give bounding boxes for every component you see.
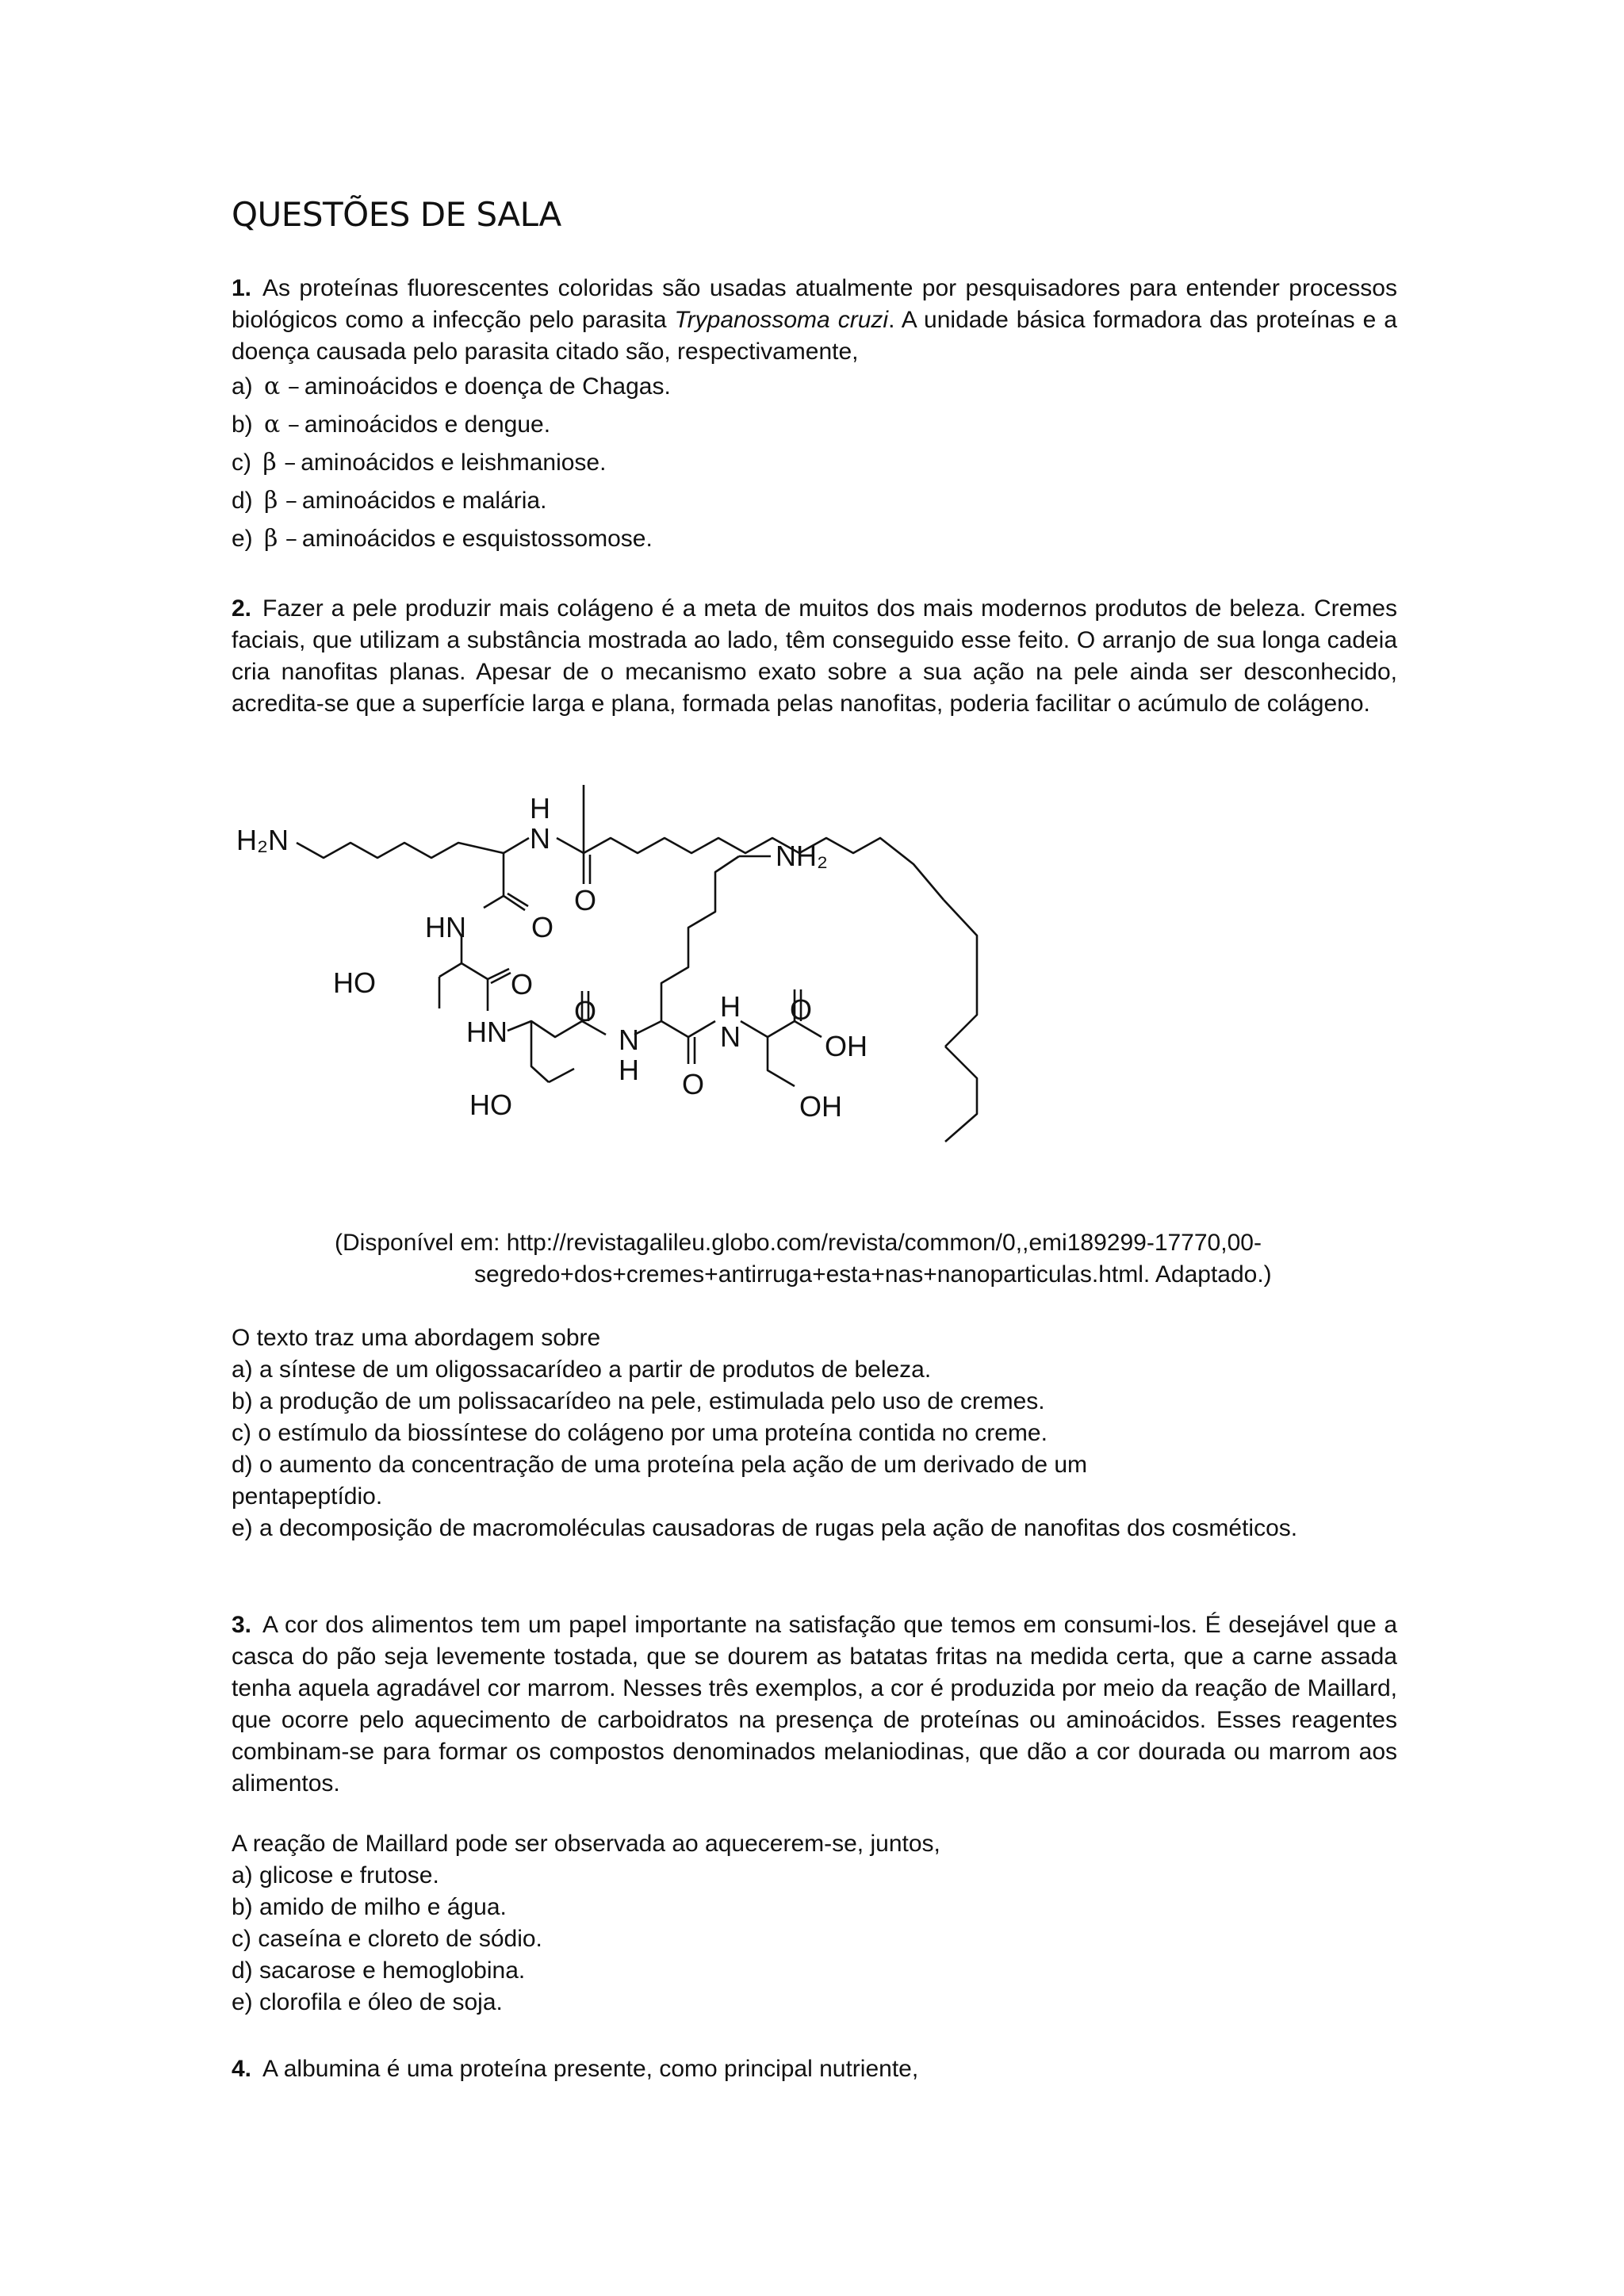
greek-symbol: β – [264,525,297,553]
question-1 [232,273,1397,558]
option-d[interactable] [232,482,1397,520]
option-e[interactable] [232,520,1397,558]
source-line: (Disponível em: http://revistagalileu.globo.com/revista/common/0,,emi189299-17770,00- [335,1230,1262,1256]
stem-text: A albumina é uma proteína presente, como principal nutriente, [262,2056,919,2082]
question-number: 3. [232,1612,252,1638]
stem-text: . A unidade básica formadora das proteínas e a doença causada pelo parasita citado são, respectivamente, [232,307,1397,365]
option-letter: e) [232,526,253,552]
bond [504,838,529,853]
bond [945,1047,977,1142]
question-4-stem [232,2053,1397,2085]
option-a[interactable]: a) a síntese de um oligossacarídeo a partir de produtos de beleza. [232,1357,932,1383]
bond [484,896,504,908]
option-b[interactable]: b) amido de milho e água. [232,1894,507,1920]
option-text: aminoácidos e malária. [301,488,547,514]
question-2-options [232,1354,1397,1544]
atom-label: NH₂ [776,840,828,872]
option-b[interactable] [232,406,1397,444]
option-letter: b) [232,411,253,438]
question-1-stem [232,273,1397,368]
atom-label: HN [425,911,466,943]
bond [768,1037,795,1086]
option-text: aminoácidos e esquistossomose. [301,526,653,552]
greek-symbol: β – [264,487,297,515]
question-2-stem [232,593,1397,720]
question-3 [232,1609,1397,1800]
atom-label: HN [466,1016,508,1048]
atom-label: H [619,1054,639,1086]
atom-label: HO [333,966,376,999]
atom-label: H₂N [236,824,289,856]
option-letter: d) [232,488,253,514]
page-title: QUESTÕES DE SALA [232,195,561,234]
bond [508,1021,582,1037]
bond [944,900,977,1047]
option-c[interactable]: c) o estímulo da biossíntese do colágeno por uma proteína contida no creme. [232,1420,1048,1446]
source-citation [335,1227,1397,1291]
option-e[interactable]: e) clorofila e óleo de soja. [232,1989,503,2015]
atom-label: HO [469,1089,512,1121]
bond [557,838,944,900]
stem-italic: Trypanossoma cruzi [674,307,889,333]
option-c[interactable] [232,444,1397,482]
greek-symbol: α – [264,411,300,438]
bond [741,1021,795,1037]
atom-label: O [790,993,813,1026]
stem-text: As proteínas fluorescentes coloridas são usadas atualmente por pesquisadores para entender processos biológicos como a infecção pelo parasita [232,275,1397,333]
question-4 [232,2053,1397,2085]
option-letter: a) [232,373,253,400]
bond [634,1021,715,1037]
atom-label: N [720,1020,741,1053]
bond [491,973,511,983]
option-e[interactable]: e) a decomposição de macromoléculas causadoras de rugas pela ação de nanofitas dos cosméticos. [232,1515,1298,1541]
question-1-options [232,368,1397,558]
option-d[interactable]: d) sacarose e hemoglobina. [232,1957,526,1984]
atom-label: N [530,822,550,855]
atom-label: H [720,990,741,1023]
question-prompt: O texto traz uma abordagem sobre [232,1325,601,1351]
option-text: aminoácidos e leishmaniose. [301,450,607,476]
question-3-stem [232,1609,1397,1800]
question-3-options-block [232,1828,1397,2019]
atom-label: OH [799,1090,842,1123]
bond [439,963,462,977]
bond [297,843,504,858]
option-c[interactable]: c) caseína e cloreto de sódio. [232,1926,542,1952]
bond [488,969,509,979]
option-letter: c) [232,450,251,476]
option-text: aminoácidos e dengue. [304,411,551,438]
atom-label: O [682,1068,705,1100]
stem-text: Fazer a pele produzir mais colágeno é a meta de muitos dos mais modernos produtos de beleza. Cremes faciais, que utilizam a substância mostrada ao lado, têm conseguido esse feito. O arranjo de sua longa cadeia cria nanofitas planas. Apesar de o mecanismo exato sobre a sua ação na pele ainda ser desconhecido, acredita-se que a superfície larga e plana, formada pelas nanofitas, poderia facilitar o acúmulo de colágeno. [232,595,1397,717]
pentapeptide-structure-diagram [232,785,1397,1213]
option-b[interactable]: b) a produção de um polissacarídeo na pele, estimulada pelo uso de cremes. [232,1388,1045,1414]
atom-label: H [530,792,550,825]
question-number: 2. [232,595,252,622]
question-2 [232,593,1397,720]
atom-label: OH [825,1030,868,1062]
atom-label: O [531,911,554,943]
question-number: 4. [232,2056,252,2082]
option-d[interactable]: d) o aumento da concentração de uma proteína pela ação de um derivado de um pentapeptídio. [232,1452,1088,1510]
source-line: segredo+dos+cremes+antirruga+esta+nas+nanoparticulas.html. Adaptado.) [474,1261,1272,1288]
atom-label: N [619,1024,639,1056]
option-a[interactable] [232,368,1397,406]
stem-text: A cor dos alimentos tem um papel importante na satisfação que temos em consumi-los. É desejável que a casca do pão seja levemente tostada, que se dourem as batatas fritas na medida certa, que a carne assada tenha aquela agradável cor marrom. Nesses três exemplos, a cor é produzida por meio da reação de Maillard, que ocorre pelo aquecimento de carboidratos na presença de proteínas ou aminoácidos. Esses reagentes combinam-se para formar os compostos denominados melaniodinas, que dão a cor dourada ou marrom aos alimentos. [232,1612,1397,1797]
greek-symbol: α – [264,373,300,400]
bond [549,1069,574,1082]
question-number: 1. [232,275,252,301]
question-2-options-block [232,1322,1397,1544]
option-a[interactable]: a) glicose e frutose. [232,1862,439,1888]
greek-symbol: β – [262,449,297,476]
question-prompt: A reação de Maillard pode ser observada ao aquecerem-se, juntos, [232,1831,940,1857]
atom-label: O [574,995,597,1027]
question-3-options [232,1860,1397,2019]
option-text: aminoácidos e doença de Chagas. [304,373,671,400]
atom-label: O [574,884,597,916]
atom-label: O [511,968,534,1001]
